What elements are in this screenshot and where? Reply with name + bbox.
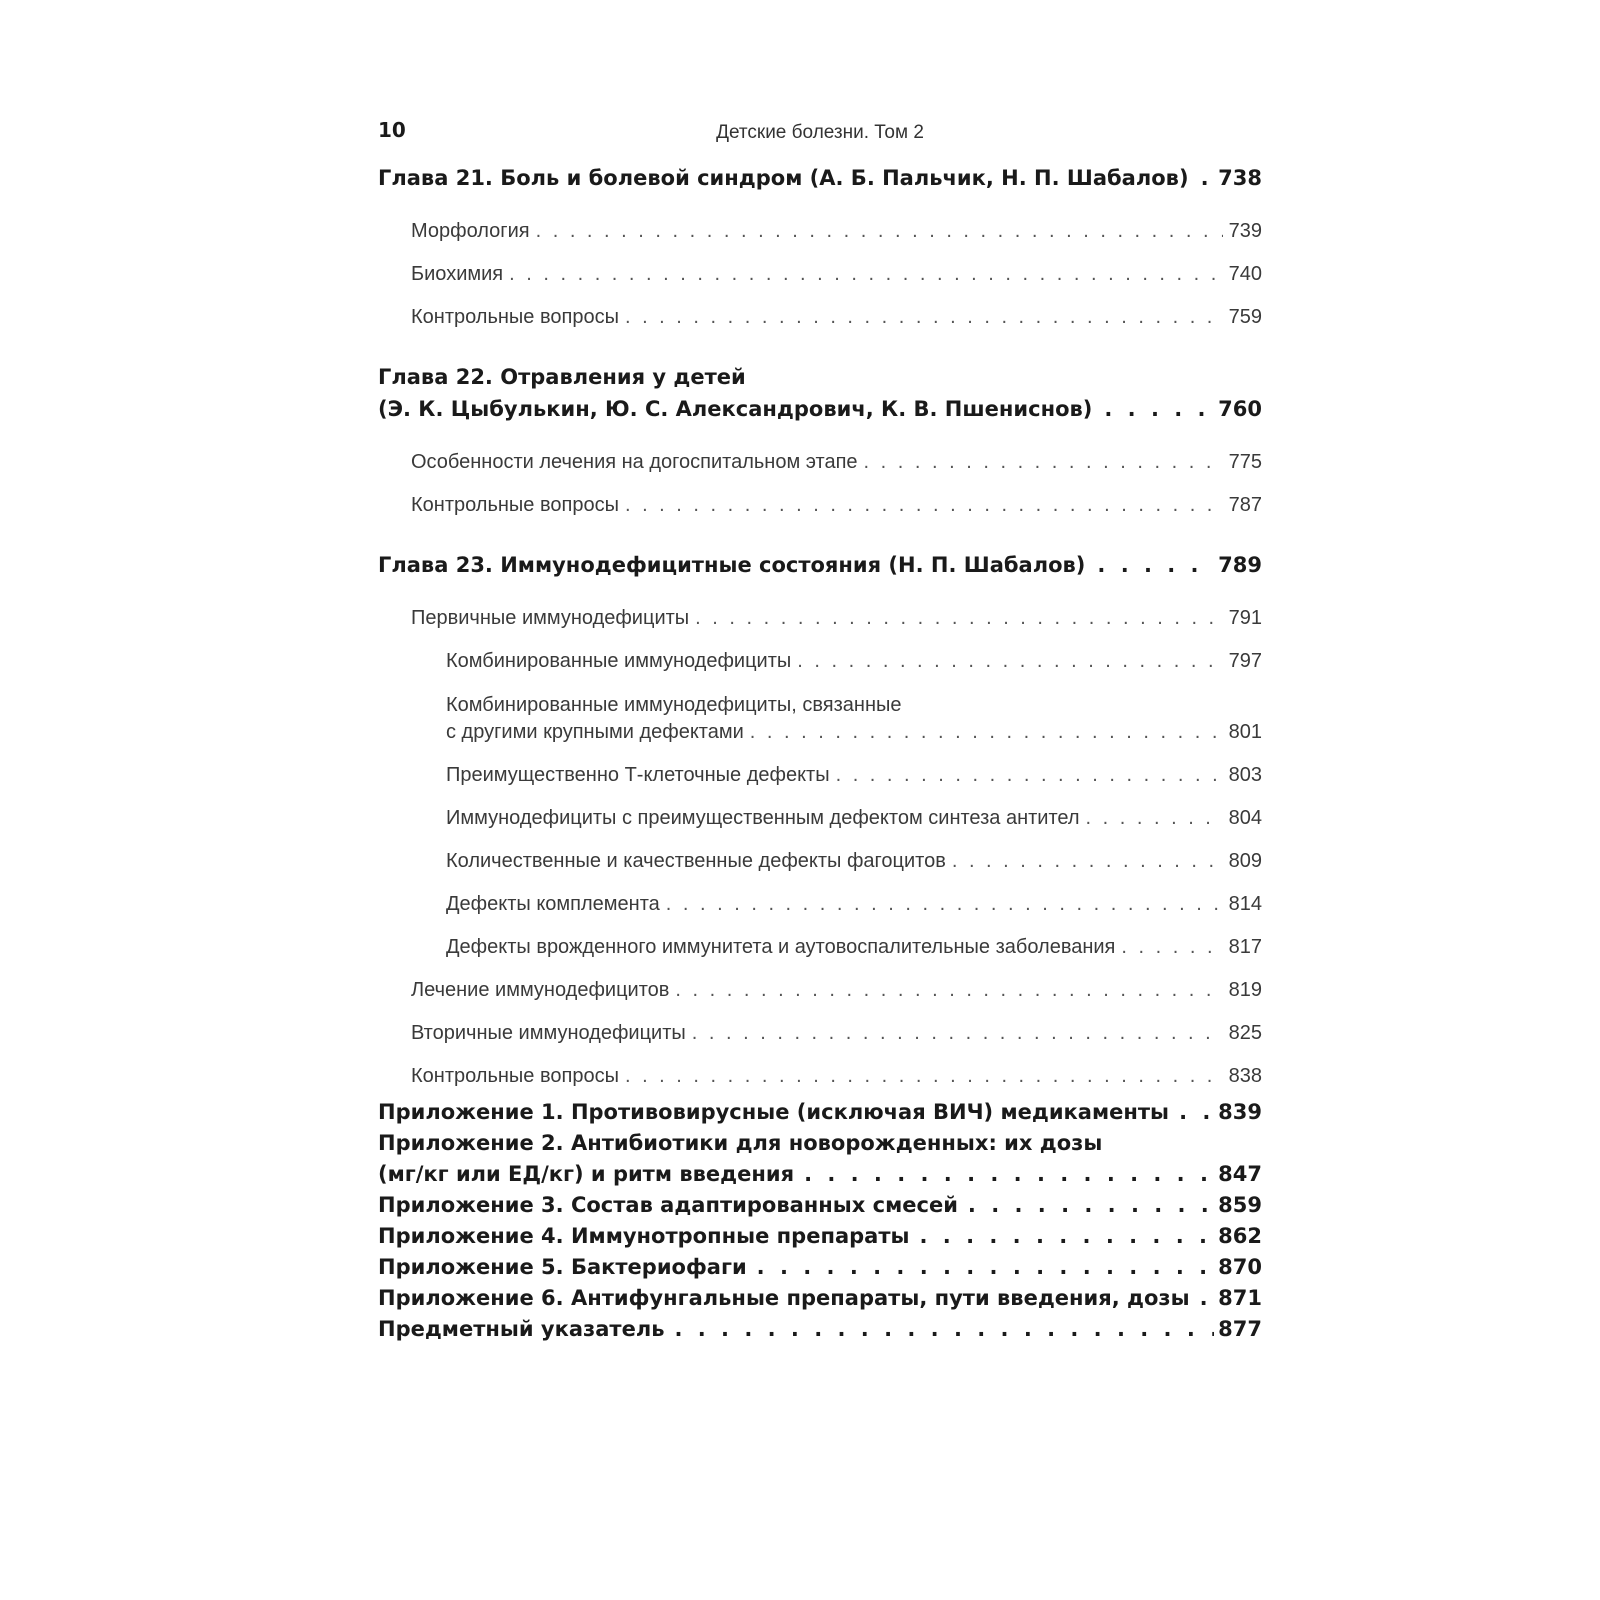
toc-item-label: Дефекты врожденного иммунитета и аутовоспалительные заболевания [446,936,1116,958]
toc-item-label: Иммунодефициты с преимущественным дефектом синтеза антител [446,807,1080,829]
page-header [378,110,1262,150]
toc-item-page: 791 [1228,607,1262,629]
toc-item-page: 825 [1228,1022,1262,1044]
chapter-authors: (Э. К. Цыбулькин, Ю. С. Александрович, К. В. Пшениснов) [378,397,1093,421]
toc-item-label: Дефекты комплемента [446,893,660,915]
toc-chapter-23[interactable] [378,549,1262,581]
dot-leader [666,891,1223,917]
appendix-page: 859 [1218,1193,1262,1217]
dot-leader [1201,162,1215,194]
toc-item[interactable] [378,977,1262,1003]
toc-item-label: Преимущественно Т-клеточные дефекты [446,764,830,786]
dot-leader [1179,1097,1214,1128]
toc-item[interactable] [378,492,1262,518]
appendix-page: 877 [1218,1317,1262,1341]
toc-item-label: Морфология [411,220,530,242]
running-title: Детские болезни. Том 2 [716,122,924,143]
toc-item-page: 775 [1228,451,1262,473]
dot-leader [695,605,1222,631]
toc-item-label: Комбинированные иммунодефициты [446,650,792,672]
appendix-page: 870 [1218,1255,1262,1279]
toc-appendix-1[interactable] [378,1097,1262,1128]
dot-leader [968,1190,1214,1221]
dot-leader [797,648,1222,674]
toc-item-page: 838 [1228,1065,1262,1087]
toc-item-page: 787 [1228,494,1262,516]
toc-item-page: 814 [1228,893,1262,915]
toc-item-page: 759 [1228,306,1262,328]
appendix-page: 871 [1218,1286,1262,1310]
dot-leader [536,218,1223,244]
chapter-title: Глава 23. Иммунодефицитные состояния (Н. П. Шабалов) [378,553,1086,577]
dot-leader [750,719,1223,745]
toc-item-page: 797 [1228,650,1262,672]
dot-leader [757,1252,1214,1283]
toc-item[interactable] [378,304,1262,330]
toc-item[interactable] [378,218,1262,244]
toc-subitem[interactable] [378,891,1262,917]
page-number: 10 [378,118,406,142]
dot-leader [1200,1283,1215,1314]
dot-leader [625,304,1223,330]
appendix-label: Приложение 5. Бактериофаги [378,1255,747,1279]
toc-item-page: 739 [1228,220,1262,242]
dot-leader [692,1020,1223,1046]
chapter-page: 760 [1218,397,1262,421]
table-of-contents [378,162,1262,1345]
appendix-label: Приложение 4. Иммунотропные препараты [378,1224,910,1248]
chapter-title: Глава 22. Отравления у детей [378,365,746,389]
dot-leader [675,977,1222,1003]
dot-leader [1121,934,1222,960]
toc-item-page: 819 [1228,979,1262,1001]
appendix-label: Предметный указатель [378,1317,665,1341]
dot-leader [864,449,1223,475]
dot-leader [1097,549,1214,581]
toc-item-page: 809 [1228,850,1262,872]
toc-item-label: Лечение иммунодефицитов [411,979,670,1001]
toc-appendix-3[interactable] [378,1190,1262,1221]
toc-chapter-21[interactable] [378,162,1262,194]
toc-subitem[interactable] [378,934,1262,960]
spacer [378,535,1262,549]
dot-leader [509,261,1223,287]
toc-subitem[interactable] [378,691,1262,745]
toc-item[interactable] [378,1020,1262,1046]
toc-item[interactable] [378,449,1262,475]
toc-subitem[interactable] [378,762,1262,788]
toc-appendix-4[interactable] [378,1221,1262,1252]
appendix-label: Приложение 1. Противовирусные (исключая ВИЧ) медикаменты [378,1100,1170,1124]
appendix-page: 862 [1218,1224,1262,1248]
chapter-page: 738 [1218,166,1262,190]
chapter-title: Глава 21. Боль и болевой синдром (А. Б. Пальчик, Н. П. Шабалов) [378,166,1189,190]
dot-leader [952,848,1223,874]
spacer [378,347,1262,361]
dot-leader [836,762,1223,788]
dot-leader [625,492,1223,518]
toc-item-label: Особенности лечения на догоспитальном этапе [411,451,858,473]
appendix-label: Приложение 3. Состав адаптированных смесей [378,1193,958,1217]
appendix-page: 839 [1218,1100,1262,1124]
book-page [378,110,1262,1345]
dot-leader [674,1314,1214,1345]
toc-subitem[interactable] [378,805,1262,831]
dot-leader [1104,393,1214,425]
appendix-label: Приложение 2. Антибиотики для новорожденных: их дозы [378,1131,1103,1155]
toc-appendix-2[interactable] [378,1128,1262,1190]
chapter-page: 789 [1218,553,1262,577]
toc-item-page: 803 [1228,764,1262,786]
dot-leader [625,1063,1223,1089]
appendix-page: 847 [1218,1162,1262,1186]
dot-leader [804,1159,1214,1190]
toc-subitem[interactable] [378,648,1262,674]
appendix-label-cont: (мг/кг или ЕД/кг) и ритм введения [378,1162,795,1186]
toc-item-page: 740 [1228,263,1262,285]
toc-subitem[interactable] [378,848,1262,874]
toc-item-label: Контрольные вопросы [411,494,619,516]
toc-item[interactable] [378,261,1262,287]
appendix-label: Приложение 6. Антифунгальные препараты, пути введения, дозы [378,1286,1190,1310]
toc-item-label: Контрольные вопросы [411,1065,619,1087]
toc-item[interactable] [378,605,1262,631]
toc-item-label: Количественные и качественные дефекты фагоцитов [446,850,946,872]
toc-item-label: Комбинированные иммунодефициты, связанные [446,694,902,716]
toc-subject-index[interactable] [378,1314,1262,1345]
toc-item-label: Вторичные иммунодефициты [411,1022,686,1044]
toc-item-label: Биохимия [411,263,504,285]
toc-item-label-cont: с другими крупными дефектами [446,721,744,743]
dot-leader [1086,805,1223,831]
toc-item-label: Первичные иммунодефициты [411,607,690,629]
toc-item-label: Контрольные вопросы [411,306,619,328]
toc-item-page: 817 [1228,936,1262,958]
toc-appendix-6[interactable] [378,1283,1262,1314]
toc-item-page: 804 [1228,807,1262,829]
toc-item[interactable] [378,1063,1262,1089]
dot-leader [920,1221,1215,1252]
toc-appendix-5[interactable] [378,1252,1262,1283]
toc-item-page: 801 [1228,721,1262,743]
toc-chapter-22[interactable] [378,361,1262,425]
